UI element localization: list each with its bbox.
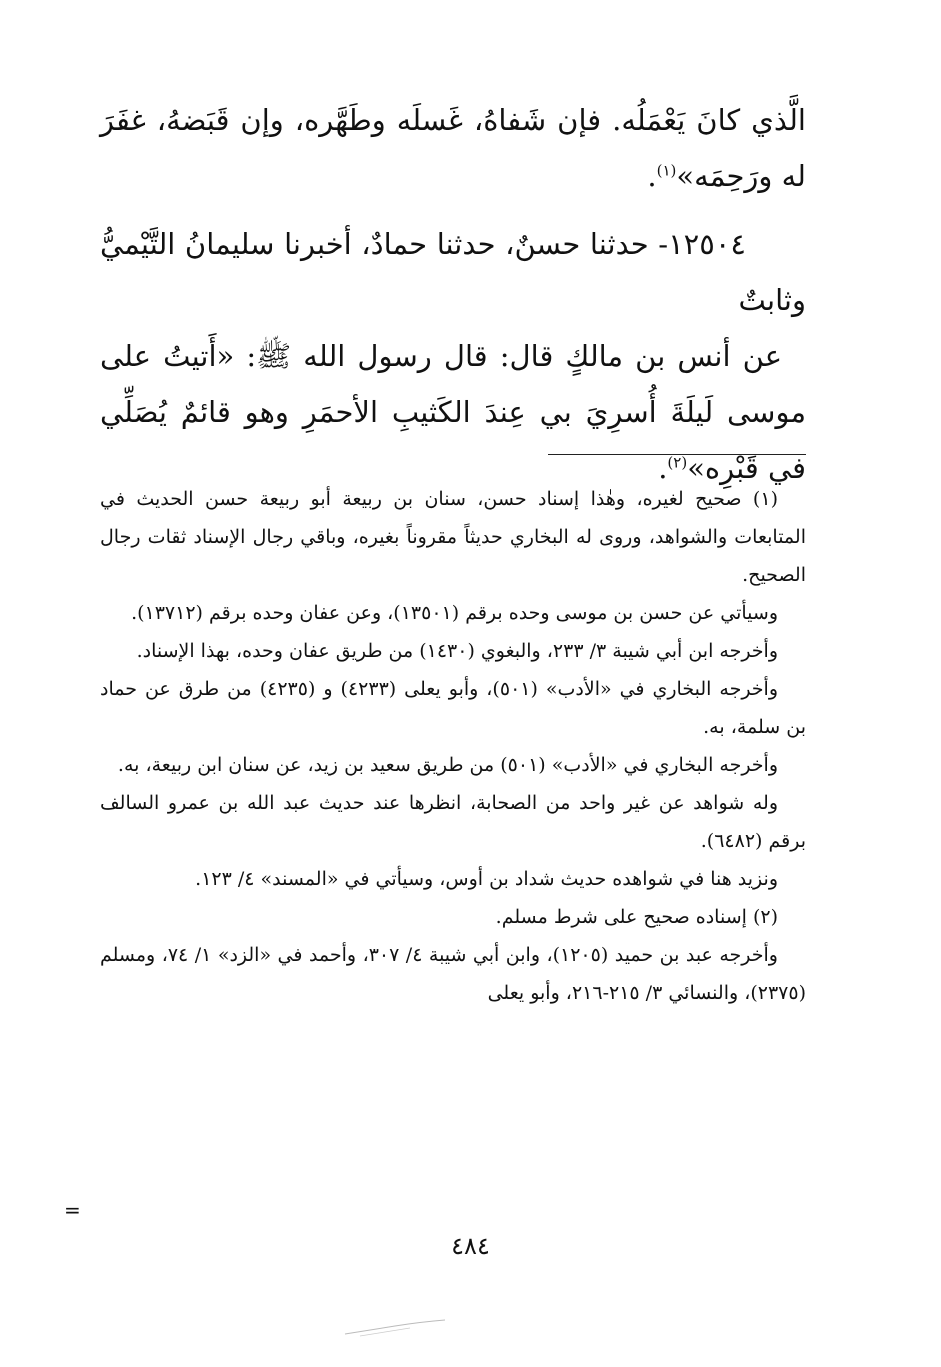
hadith-isnad: ١٢٥٠٤- حدثنا حسنٌ، حدثنا حمادٌ، أخبرنا سليمانُ التَّيْميُّ وثابتٌ bbox=[100, 227, 806, 317]
footnotes-section bbox=[100, 480, 806, 1012]
footnote-paragraph: وأخرجه البخاري في «الأدب» (٥٠١) من طريق سعيد بن زيد، عن سنان ابن ربيعة، به. bbox=[117, 754, 778, 776]
hadith-matn: عن أنس بن مالكٍ قال: قال رسول الله ﷺ: «أَتيتُ على موسى لَيلَةَ أُسرِيَ بي عِندَ الكَثيبِ الأحمَرِ وهو قائمٌ يُصَلِّي في قَبْرِه» bbox=[100, 339, 806, 485]
footnote-paragraph: وله شواهد عن غير واحد من الصحابة، انظرها عند حديث عبد الله بن عمرو السالف برقم (٦٤٨٢). bbox=[100, 792, 806, 852]
footnote-paragraph: وأخرجه ابن أبي شيبة ٣/ ٢٣٣، والبغوي (١٤٣٠) من طريق عفان وحده، بهذا الإسناد. bbox=[136, 640, 778, 662]
footnote-ref-1: (١) bbox=[656, 161, 677, 180]
footnote-separator bbox=[548, 454, 806, 455]
hadith-period: . bbox=[658, 451, 668, 485]
main-text-body: الَّذي كانَ يَعْمَلُه. فإن شَفاهُ، غَسلَه وطَهَّره، وإن قَبَضهُ، غفَرَ له ورَحِمَه» bbox=[100, 103, 806, 193]
hadith-matn-wrapper bbox=[100, 328, 806, 496]
footnote-paragraph: وسيأتي عن حسن بن موسى وحده برقم (١٣٥٠١)، وعن عفان وحده برقم (١٣٧١٢). bbox=[131, 602, 778, 624]
footnote-paragraph: وأخرجه عبد بن حميد (١٢٠٥)، وابن أبي شيبة ٤/ ٣٠٧، وأحمد في «الزد» ١/ ٧٤، ومسلم (٢٣٧٥)، والنسائي ٣/ ٢١٥-٢١٦، وأبو يعلى bbox=[100, 944, 806, 1004]
footnote-paragraph: (٢) إسناده صحيح على شرط مسلم. bbox=[495, 906, 778, 928]
main-text-period: . bbox=[647, 159, 657, 193]
footnote-ref-2: (٢) bbox=[667, 453, 688, 472]
footnote-paragraph: (١) صحيح لغيره، وهٰذا إسناد حسن، سنان بن ربيعة أبو ربيعة حسن الحديث في المتابعات والشواهد، وروى له البخاري حديثاً مقروناً بغيره، وباقي رجال الإسناد ثقات رجال الصحيح. bbox=[100, 488, 806, 586]
page-number: ٤٨٤ bbox=[451, 1232, 490, 1260]
continuation-mark: = bbox=[64, 1198, 81, 1222]
main-text-paragraph-1 bbox=[100, 92, 806, 204]
footnote-paragraph: وأخرجه البخاري في «الأدب» (٥٠١)، وأبو يعلى (٤٢٣٣) و (٤٢٣٥) من طرق عن حماد بن سلمة، به. bbox=[100, 678, 806, 738]
footnote-paragraph: ونزيد هنا في شواهده حديث شداد بن أوس، وسيأتي في «المسند» ٤/ ١٢٣. bbox=[195, 868, 778, 890]
scan-smudge-mark bbox=[340, 1316, 450, 1340]
